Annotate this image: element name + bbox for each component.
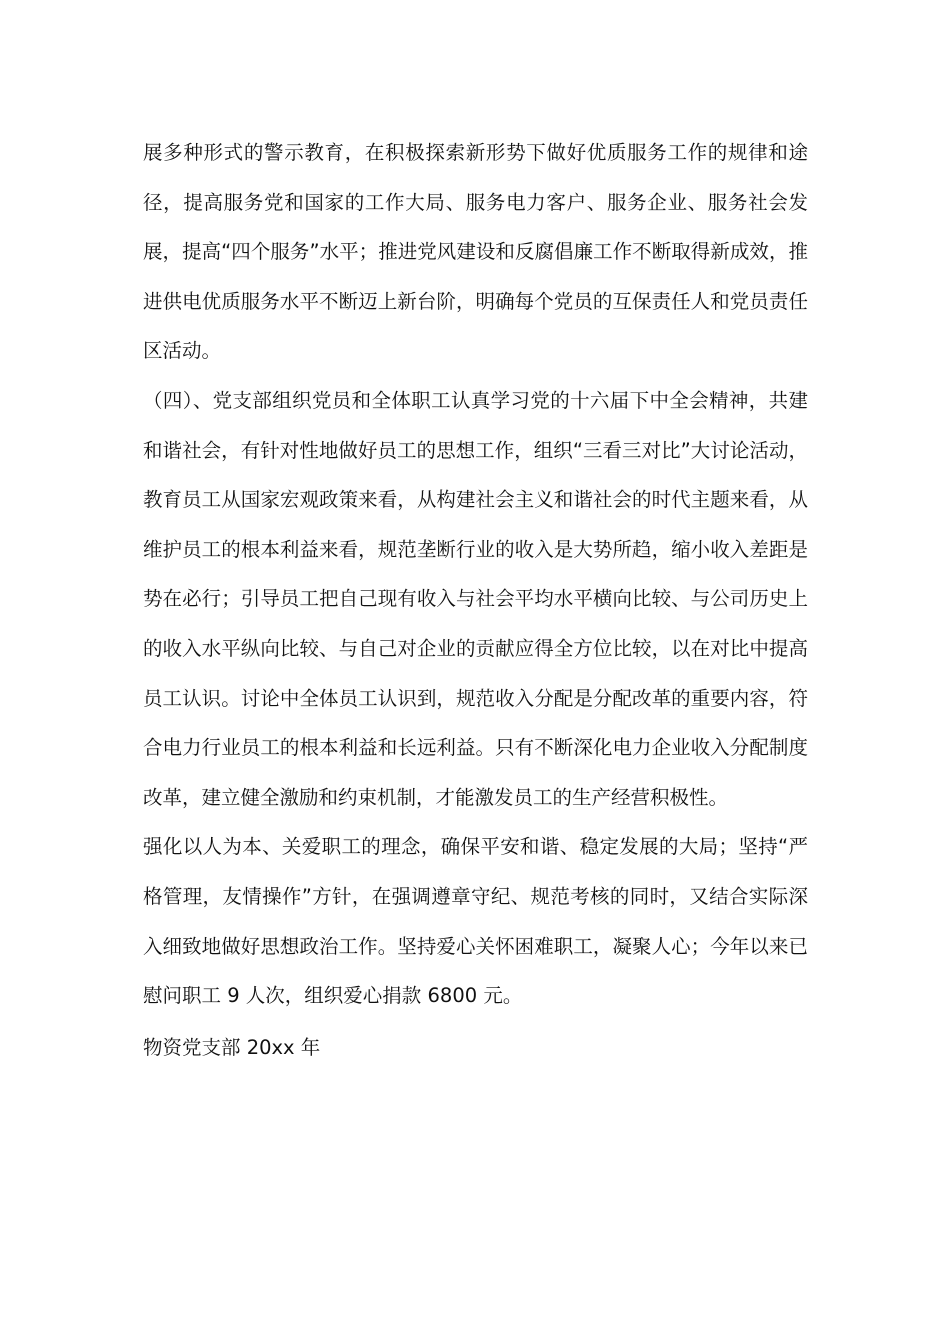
paragraph-section-four: （四）、党支部组织党员和全体职工认真学习党的十六届下中全会精神，共建和谐社会，有针对性地做好员工的思想工作，组织“三看三对比”大讨论活动，教育员工从国家宏观政策来看，从构建社会主义和谐社会的时代主题来看，从维护员工的根本利益来看，规范垄断行业的收入是大势所趋，缩小收入差距是势在必行；引导员工把自己现有收入与社会平均水平横向比较、与公司历史上的收入水平纵向比较、与自己对企业的贡献应得全方位比较，以在对比中提高员工认识。讨论中全体员工认识到，规范收入分配是分配改革的重要内容，符合电力行业员工的根本利益和长远利益。只有不断深化电力企业收入分配制度改革，建立健全激励和约束机制，才能激发员工的生产经营积极性。 <box>143 388 808 809</box>
document-body <box>143 128 808 1072</box>
document-signature: 物资党支部 20xx 年 <box>143 1035 321 1059</box>
paragraph-warning-education: 展多种形式的警示教育，在积极探索新形势下做好优质服务工作的规律和途径，提高服务党和国家的工作大局、服务电力客户、服务企业、服务社会发展，提高“四个服务”水平；推进党风建设和反腐倡廉工作不断取得新成效，推进供电优质服务水平不断迈上新台阶，明确每个党员的互保责任人和党员责任区活动。 <box>143 141 808 363</box>
paragraph-care-for-staff: 强化以人为本、关爱职工的理念，确保平安和谐、稳定发展的大局；坚持“严格管理，友情操作”方针，在强调遵章守纪、规范考核的同时，又结合实际深入细致地做好思想政治工作。坚持爱心关怀困难职工，凝聚人心；今年以来已慰问职工 9 人次，组织爱心捐款 6800 元。 <box>143 835 808 1008</box>
